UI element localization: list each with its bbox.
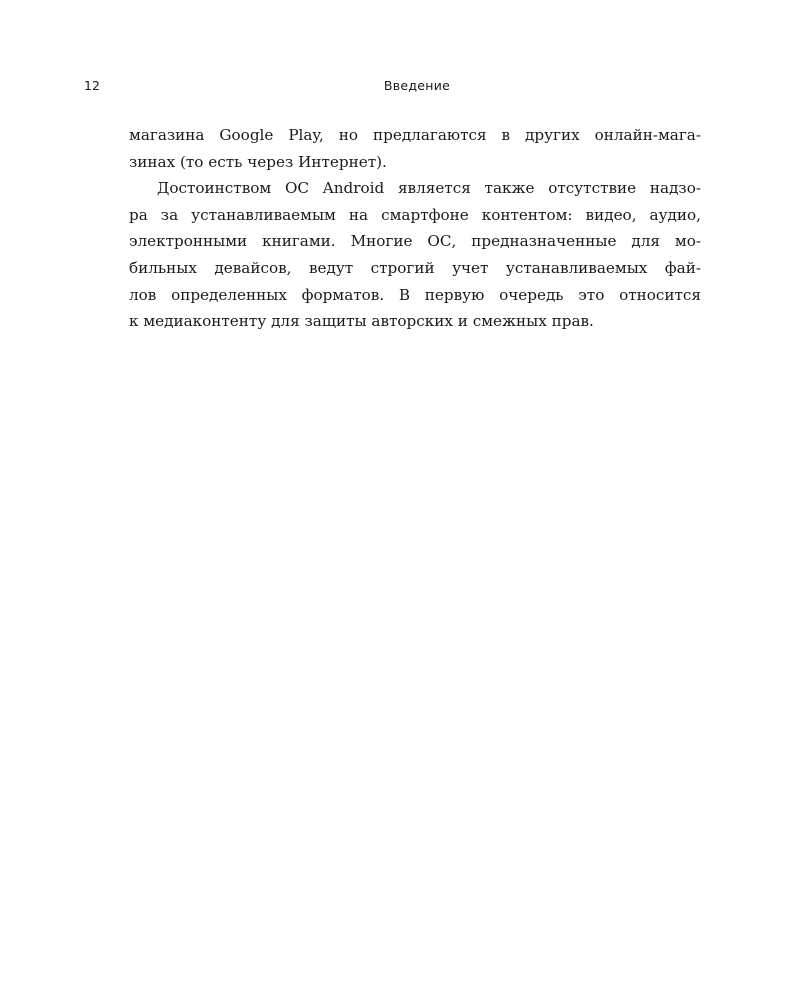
text-line: зинах (то есть через Интернет).	[129, 152, 387, 171]
text-line: к медиаконтенту для защиты авторских и смежных прав.	[129, 312, 594, 331]
body-text	[129, 122, 701, 335]
text-line: электронными книгами. Многие ОС, предназначенные для мо-	[129, 232, 701, 251]
paragraph-android-advantage	[129, 175, 701, 335]
running-head	[0, 78, 800, 96]
text-line: бильных девайсов, ведут строгий учет устанавливаемых фай-	[129, 258, 701, 277]
text-line: лов определенных форматов. В первую очередь это относится	[129, 285, 701, 304]
page-number: 12	[84, 78, 100, 93]
text-line: Достоинством ОС Android является также отсутствие надзо-	[157, 179, 701, 198]
paragraph-continuation	[129, 122, 701, 175]
text-line: ра за устанавливаемым на смартфоне контентом: видео, аудио,	[129, 205, 701, 224]
section-title: Введение	[383, 78, 451, 93]
text-line: магазина Google Play, но предлагаются в других онлайн-мага-	[129, 126, 701, 144]
